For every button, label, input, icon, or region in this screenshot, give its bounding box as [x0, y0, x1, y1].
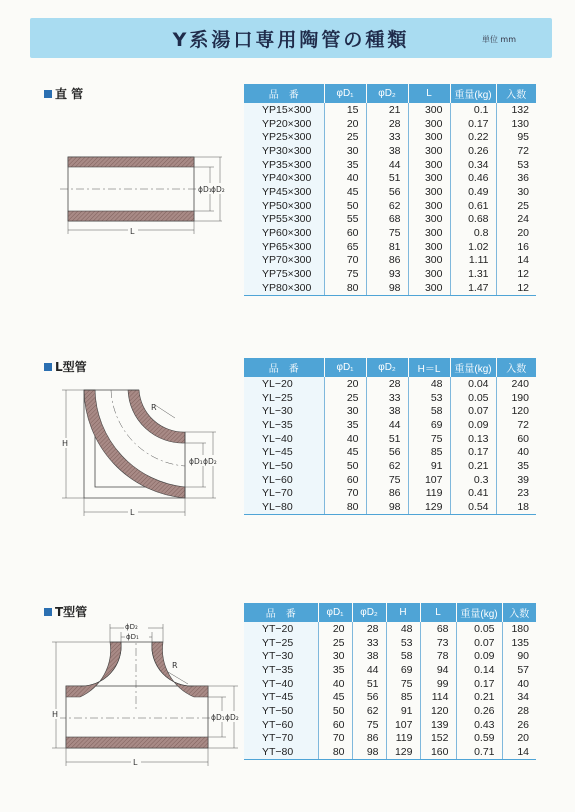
- table-cell: 0.22: [450, 130, 496, 144]
- table-cell: 57: [517, 663, 529, 676]
- table-cell: 20: [517, 227, 529, 240]
- table-cell: 0.26: [450, 144, 496, 158]
- table-cell: YT−50: [244, 704, 318, 718]
- table-cell: 129: [408, 500, 450, 514]
- table-cell: 40: [318, 677, 352, 691]
- table-cell: 0.61: [450, 199, 496, 213]
- table-cell: 300: [408, 171, 450, 185]
- table-cell: YP60×300: [244, 226, 324, 240]
- table-cell: 38: [366, 404, 408, 418]
- table-cell: 38: [352, 649, 386, 663]
- table-cell: 0.17: [456, 677, 502, 691]
- table-cell: 0.21: [456, 690, 502, 704]
- table-cell: 99: [420, 677, 456, 691]
- column-header: 重量(kg): [450, 84, 496, 103]
- table-cell: 300: [408, 117, 450, 131]
- table-cell: 80: [324, 500, 366, 514]
- table-cell: 33: [352, 636, 386, 650]
- table-cell: 56: [366, 185, 408, 199]
- table-cell: 56: [352, 690, 386, 704]
- table-cell: 36: [517, 172, 529, 185]
- top-d1-label: ϕD₁: [126, 633, 139, 641]
- section-label-text: L型管: [55, 360, 87, 374]
- table-cell: YP45×300: [244, 185, 324, 199]
- column-header: H＝L: [408, 358, 450, 377]
- table-cell: 65: [324, 240, 366, 254]
- table-cell: YT−20: [244, 622, 318, 636]
- table-cell: 0.43: [456, 718, 502, 732]
- table-cell: 0.26: [456, 704, 502, 718]
- table-cell: 0.3: [450, 473, 496, 487]
- table-cell: YT−45: [244, 690, 318, 704]
- d1-label: ϕD₁: [189, 457, 203, 466]
- table-cell: 300: [408, 254, 450, 268]
- table-cell: 98: [366, 281, 408, 295]
- table-cell: YL−35: [244, 418, 324, 432]
- table-cell: 0.04: [450, 377, 496, 391]
- table-cell: 0.09: [456, 649, 502, 663]
- table-cell: YP65×300: [244, 240, 324, 254]
- table-cell: YT−60: [244, 718, 318, 732]
- table-cell: 69: [408, 418, 450, 432]
- table-cell: 45: [324, 445, 366, 459]
- table-cell: 0.34: [450, 158, 496, 172]
- d2-label: ϕD₂: [211, 185, 225, 194]
- section-label-text: T型管: [55, 605, 88, 619]
- table-cell: 30: [517, 185, 529, 198]
- table-cell: 93: [366, 267, 408, 281]
- table-cell: 60: [324, 473, 366, 487]
- table-cell: 53: [386, 636, 420, 650]
- table-cell: 129: [386, 745, 420, 759]
- table-cell: 55: [324, 213, 366, 227]
- table-cell: 119: [408, 487, 450, 501]
- table-cell: 28: [352, 622, 386, 636]
- table-cell: 91: [386, 704, 420, 718]
- table-cell: 85: [408, 445, 450, 459]
- table-cell: YL−45: [244, 445, 324, 459]
- column-header: φD₂: [366, 84, 408, 103]
- table-cell: 0.14: [456, 663, 502, 677]
- table-cell: 70: [324, 487, 366, 501]
- table-cell: 300: [408, 199, 450, 213]
- table-cell: YP40×300: [244, 171, 324, 185]
- table-cell: YT−30: [244, 649, 318, 663]
- t-pipe-drawing: [50, 622, 242, 767]
- table-cell: 14: [502, 745, 536, 759]
- table-cell: 86: [366, 254, 408, 268]
- table-cell: 30: [324, 404, 366, 418]
- table-cell: 1.31: [450, 267, 496, 281]
- table-cell: YP55×300: [244, 213, 324, 227]
- table-cell: YT−35: [244, 663, 318, 677]
- table-cell: 300: [408, 103, 450, 117]
- table-cell: 20: [324, 117, 366, 131]
- column-header: L: [420, 603, 456, 622]
- table-cell: 119: [386, 732, 420, 746]
- table-cell: 90: [517, 650, 529, 663]
- table-cell: 0.07: [450, 404, 496, 418]
- length-label: L: [130, 227, 135, 236]
- table-cell: 0.71: [456, 745, 502, 759]
- table-cell: 62: [366, 459, 408, 473]
- table-cell: 20: [318, 622, 352, 636]
- column-header: 品 番: [244, 84, 324, 103]
- table-cell: 135: [511, 636, 529, 649]
- table-cell: 26: [517, 718, 529, 731]
- table-cell: 80: [324, 281, 366, 295]
- table-cell: 50: [324, 199, 366, 213]
- table-cell: YP25×300: [244, 130, 324, 144]
- column-header: φD₁: [324, 358, 366, 377]
- table-cell: 98: [366, 500, 408, 514]
- table-cell: 0.09: [450, 418, 496, 432]
- table-cell: 28: [366, 117, 408, 131]
- table-cell: YL−20: [244, 377, 324, 391]
- table-cell: 300: [408, 144, 450, 158]
- table-cell: 72: [517, 144, 529, 157]
- table-cell: 98: [352, 745, 386, 759]
- table-cell: 20: [517, 732, 529, 745]
- table-cell: 28: [517, 704, 529, 717]
- table-cell: 300: [408, 158, 450, 172]
- column-header: φD₂: [366, 358, 408, 377]
- table-cell: YP20×300: [244, 117, 324, 131]
- table-cell: 300: [408, 213, 450, 227]
- table-cell: 33: [366, 130, 408, 144]
- table-cell: 40: [517, 677, 529, 690]
- table-cell: 45: [318, 690, 352, 704]
- table-cell: 0.17: [450, 117, 496, 131]
- table-cell: 0.1: [450, 103, 496, 117]
- table-cell: 0.46: [450, 171, 496, 185]
- table-cell: 72: [517, 418, 529, 431]
- table-cell: YL−40: [244, 432, 324, 446]
- table-cell: 78: [420, 649, 456, 663]
- table-cell: 69: [386, 663, 420, 677]
- table-cell: 300: [408, 226, 450, 240]
- table-cell: 33: [366, 391, 408, 405]
- table-cell: 1.11: [450, 254, 496, 268]
- radius-label: R: [172, 661, 178, 670]
- section-label-text: 直 管: [55, 87, 84, 101]
- table-cell: 0.41: [450, 487, 496, 501]
- table-cell: 0.68: [450, 213, 496, 227]
- table-cell: 58: [386, 649, 420, 663]
- table-cell: 0.13: [450, 432, 496, 446]
- d1-label: ϕD₁: [198, 185, 212, 194]
- table-cell: 152: [420, 732, 456, 746]
- table-cell: 81: [366, 240, 408, 254]
- table-cell: 30: [324, 144, 366, 158]
- column-header: 品 番: [244, 603, 318, 622]
- table-cell: 120: [511, 405, 529, 418]
- table-cell: 44: [366, 158, 408, 172]
- table-cell: 70: [318, 732, 352, 746]
- table-cell: 0.17: [450, 445, 496, 459]
- table-cell: 70: [324, 254, 366, 268]
- table-cell: 38: [366, 144, 408, 158]
- table-cell: 120: [420, 704, 456, 718]
- column-header: φD₁: [324, 84, 366, 103]
- table-cell: YP75×300: [244, 267, 324, 281]
- table-cell: 58: [408, 404, 450, 418]
- table-cell: 62: [352, 704, 386, 718]
- table-cell: 35: [517, 459, 529, 472]
- table-cell: 20: [324, 377, 366, 391]
- table-cell: 40: [324, 432, 366, 446]
- table-cell: 25: [517, 199, 529, 212]
- table-cell: 35: [324, 418, 366, 432]
- d2-label: ϕD₂: [203, 457, 217, 466]
- table-cell: 75: [386, 677, 420, 691]
- table-cell: YP50×300: [244, 199, 324, 213]
- table-cell: 75: [352, 718, 386, 732]
- table-cell: 73: [420, 636, 456, 650]
- table-cell: 51: [366, 432, 408, 446]
- table-cell: 86: [366, 487, 408, 501]
- column-header: 入数: [496, 358, 536, 377]
- table-cell: 114: [420, 690, 456, 704]
- table-cell: 18: [496, 500, 536, 514]
- side-d2-label: ϕD₂: [225, 713, 239, 722]
- table-cell: 0.05: [450, 391, 496, 405]
- top-d2-label: ϕD₂: [125, 623, 138, 631]
- table-cell: 39: [517, 473, 529, 486]
- table-cell: 53: [517, 158, 529, 171]
- page-title: Y系湯口専用陶管の種類: [172, 29, 410, 51]
- column-header: 品 番: [244, 358, 324, 377]
- unit-label: 単位 mm: [481, 35, 516, 44]
- table-cell: YL−80: [244, 500, 324, 514]
- straight-pipe-drawing: [60, 157, 227, 236]
- table-cell: 68: [366, 213, 408, 227]
- table-cell: 75: [324, 267, 366, 281]
- table-cell: 14: [517, 254, 529, 267]
- table-cell: 300: [408, 281, 450, 295]
- table-cell: 75: [366, 473, 408, 487]
- table-cell: 160: [420, 745, 456, 759]
- height-label: H: [52, 710, 59, 719]
- table-cell: 300: [408, 267, 450, 281]
- height-label: H: [62, 439, 69, 448]
- table-cell: 0.05: [456, 622, 502, 636]
- table-cell: 86: [352, 732, 386, 746]
- table-cell: 51: [366, 171, 408, 185]
- column-header: 入数: [502, 603, 536, 622]
- column-header: φD₁: [318, 603, 352, 622]
- table-cell: 25: [324, 391, 366, 405]
- table-cell: 44: [352, 663, 386, 677]
- table-cell: 34: [517, 691, 529, 704]
- table-cell: 35: [324, 158, 366, 172]
- table-cell: 0.49: [450, 185, 496, 199]
- column-header: 重量(kg): [450, 358, 496, 377]
- table-cell: 68: [420, 622, 456, 636]
- table-cell: 107: [386, 718, 420, 732]
- table-cell: 0.07: [456, 636, 502, 650]
- table-cell: 85: [386, 690, 420, 704]
- table-cell: 15: [324, 103, 366, 117]
- table-cell: 51: [352, 677, 386, 691]
- table-cell: YT−80: [244, 745, 318, 759]
- table-cell: 30: [318, 649, 352, 663]
- table-cell: 56: [366, 445, 408, 459]
- table-cell: 16: [517, 240, 529, 253]
- table-cell: 60: [517, 432, 529, 445]
- table-cell: YP15×300: [244, 103, 324, 117]
- table-cell: YP30×300: [244, 144, 324, 158]
- column-header: L: [408, 84, 450, 103]
- radius-label: R: [151, 403, 157, 412]
- column-header: φD₂: [352, 603, 386, 622]
- table-cell: 300: [408, 240, 450, 254]
- table-cell: YT−40: [244, 677, 318, 691]
- table-cell: 24: [517, 213, 529, 226]
- table-cell: 60: [324, 226, 366, 240]
- table-cell: 180: [511, 622, 529, 635]
- table-cell: 132: [511, 103, 529, 116]
- table-cell: 75: [366, 226, 408, 240]
- table-cell: 139: [420, 718, 456, 732]
- table-cell: 300: [408, 185, 450, 199]
- table-cell: 95: [517, 131, 529, 144]
- table-cell: 50: [324, 459, 366, 473]
- table-cell: 94: [420, 663, 456, 677]
- table-cell: 12: [517, 268, 529, 281]
- table-cell: 35: [318, 663, 352, 677]
- table-cell: YL−25: [244, 391, 324, 405]
- table-cell: 60: [318, 718, 352, 732]
- table-cell: 107: [408, 473, 450, 487]
- table-cell: 44: [366, 418, 408, 432]
- table-cell: 40: [517, 446, 529, 459]
- table-cell: YL−60: [244, 473, 324, 487]
- table-cell: 1.47: [450, 281, 496, 295]
- table-cell: YT−70: [244, 732, 318, 746]
- table-cell: YT−25: [244, 636, 318, 650]
- table-cell: 48: [386, 622, 420, 636]
- table-cell: 28: [366, 377, 408, 391]
- table-cell: YL−50: [244, 459, 324, 473]
- table-cell: 48: [408, 377, 450, 391]
- table-cell: YL−70: [244, 487, 324, 501]
- table-cell: YP70×300: [244, 254, 324, 268]
- table-cell: 50: [318, 704, 352, 718]
- side-d1-label: ϕD₁: [211, 713, 225, 722]
- length-label: L: [130, 508, 135, 517]
- table-cell: 0.8: [450, 226, 496, 240]
- table-cell: 0.59: [456, 732, 502, 746]
- table-cell: YL−30: [244, 404, 324, 418]
- table-cell: 1.02: [450, 240, 496, 254]
- l-pipe-drawing: [60, 390, 219, 517]
- table-cell: 75: [408, 432, 450, 446]
- table-cell: 80: [318, 745, 352, 759]
- column-header: 入数: [496, 84, 536, 103]
- table-cell: 25: [318, 636, 352, 650]
- table-cell: 53: [408, 391, 450, 405]
- table-cell: 23: [517, 487, 529, 500]
- table-cell: 130: [511, 117, 529, 130]
- table-cell: 0.21: [450, 459, 496, 473]
- column-header: 重量(kg): [456, 603, 502, 622]
- table-cell: 62: [366, 199, 408, 213]
- table-cell: 21: [366, 103, 408, 117]
- table-cell: 91: [408, 459, 450, 473]
- table-cell: 190: [511, 391, 529, 404]
- table-cell: 240: [511, 377, 529, 390]
- table-cell: 40: [324, 171, 366, 185]
- table-cell: 45: [324, 185, 366, 199]
- table-cell: 0.54: [450, 500, 496, 514]
- table-cell: 12: [496, 281, 536, 295]
- column-header: H: [386, 603, 420, 622]
- table-cell: YP35×300: [244, 158, 324, 172]
- length-label: L: [133, 758, 138, 767]
- table-cell: 25: [324, 130, 366, 144]
- table-cell: YP80×300: [244, 281, 324, 295]
- table-cell: 300: [408, 130, 450, 144]
